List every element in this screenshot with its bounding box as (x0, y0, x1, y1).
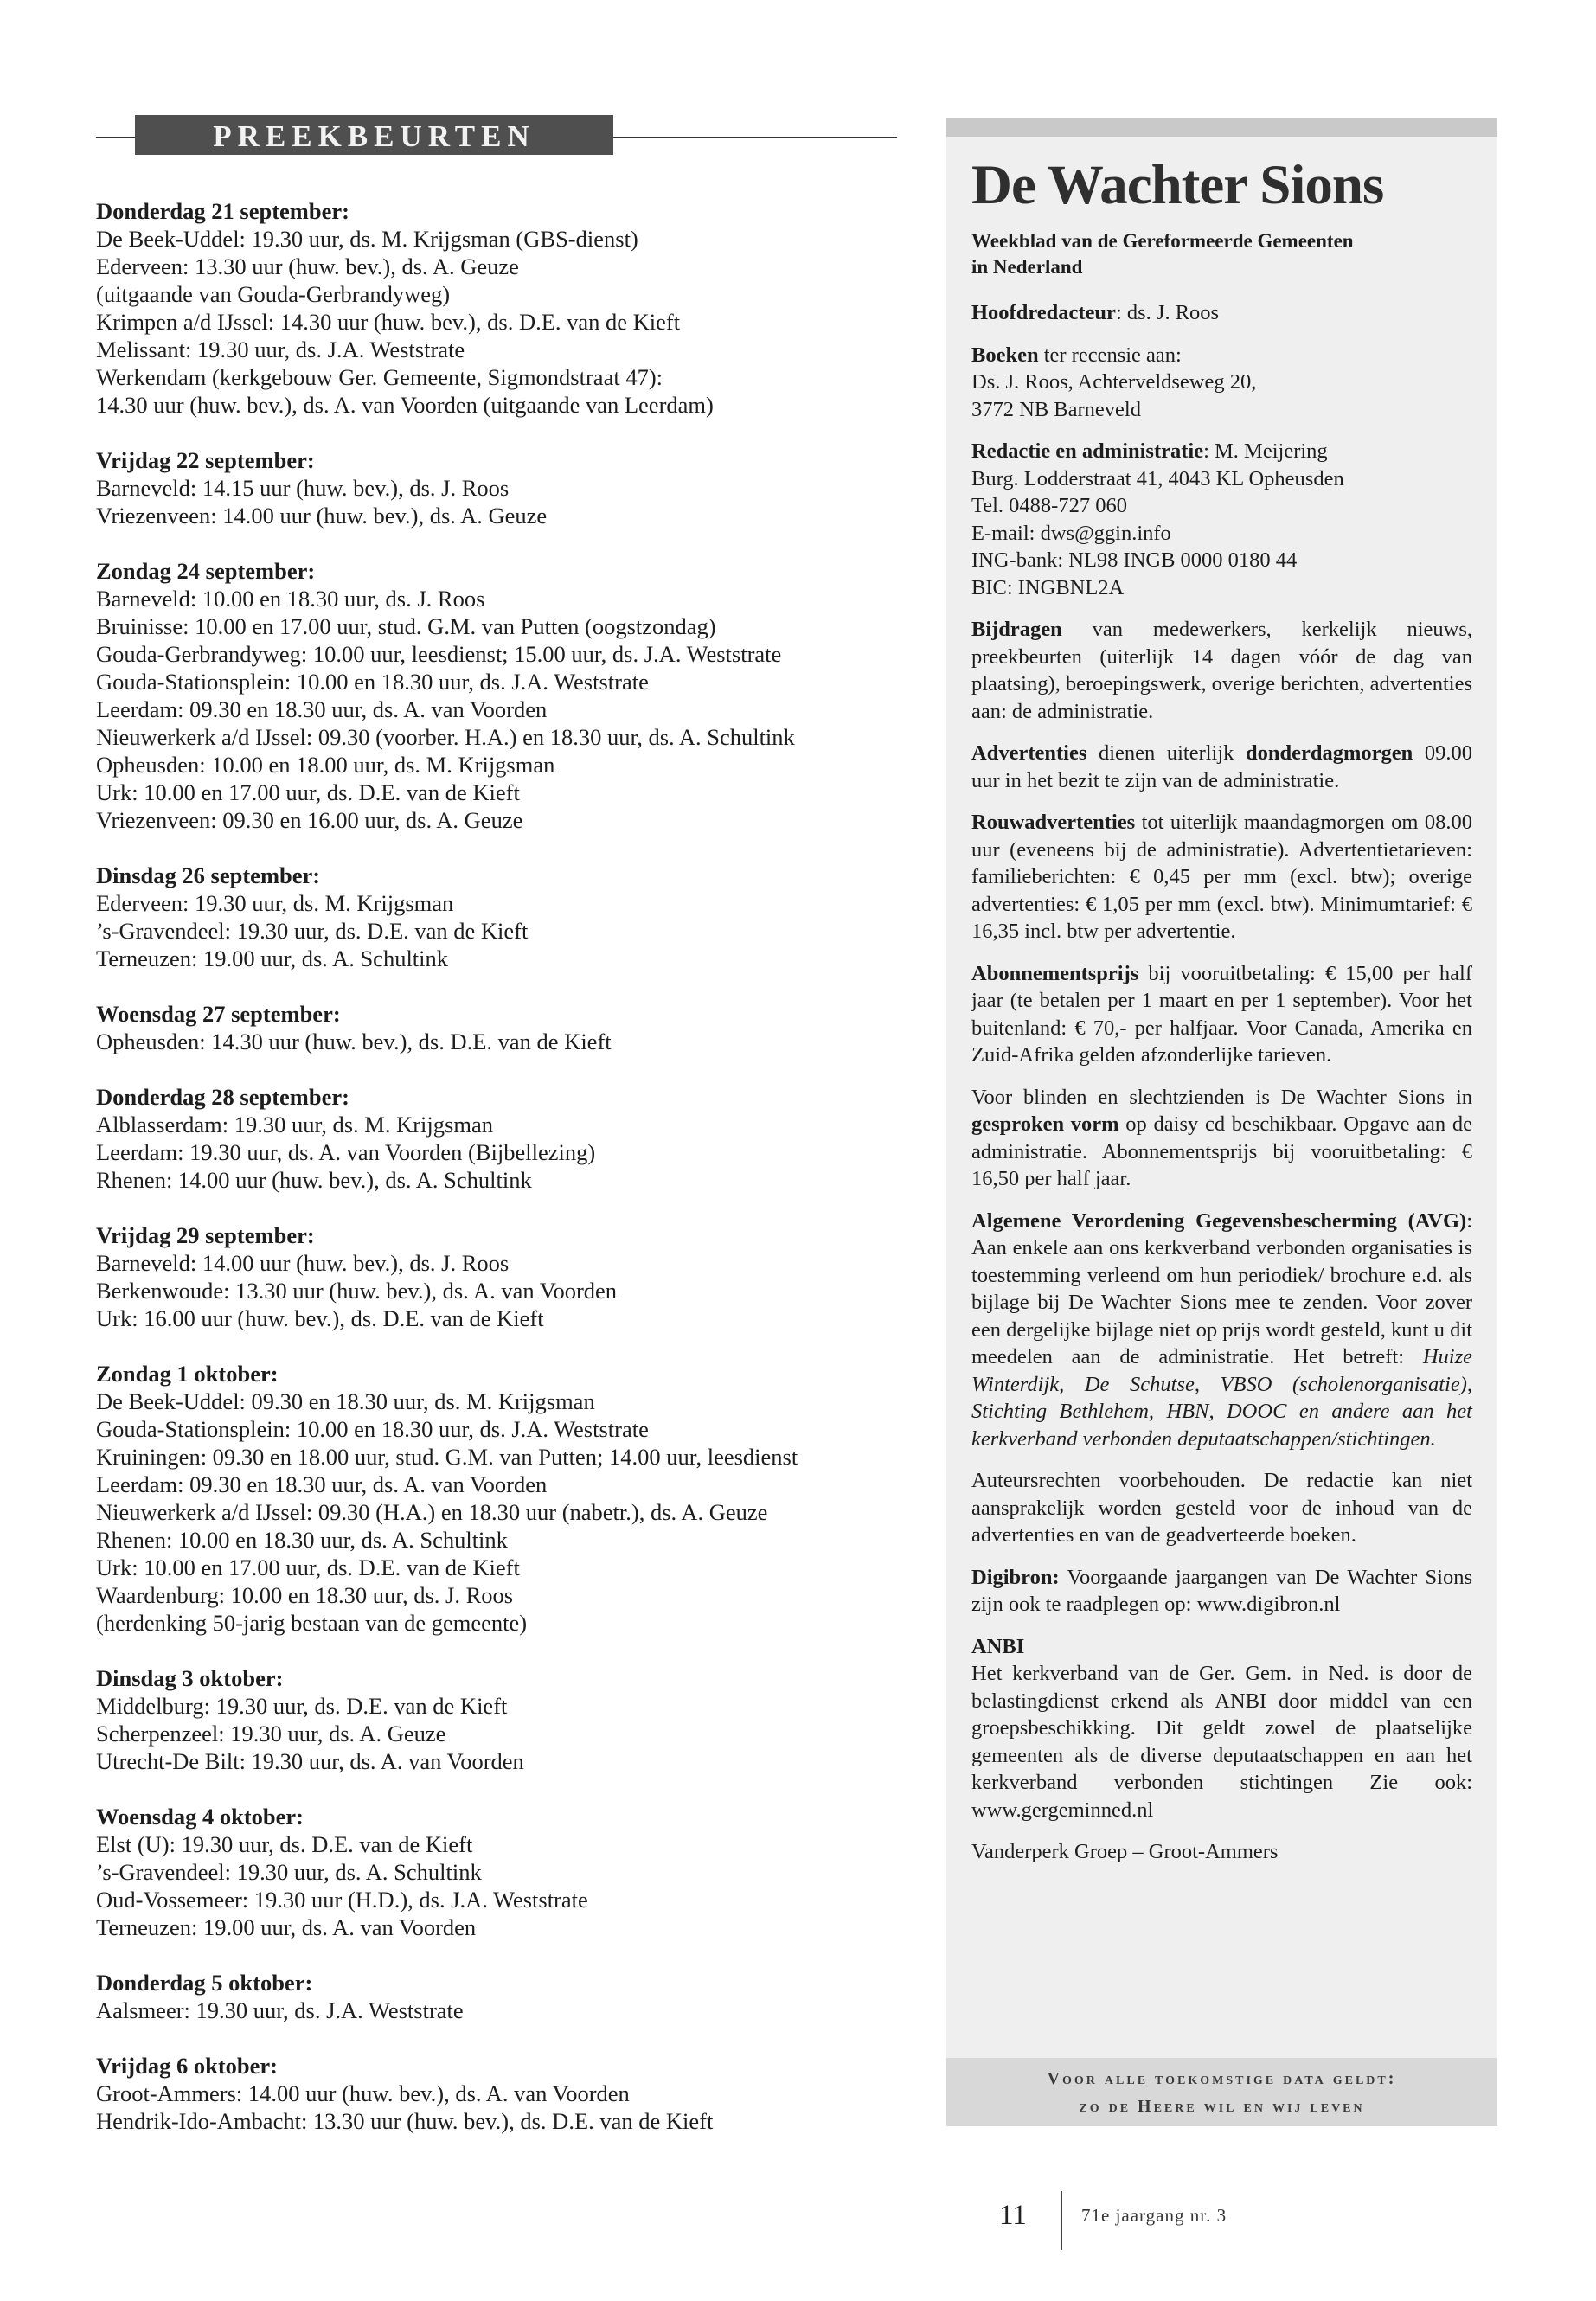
day-title: Dinsdag 3 oktober: (96, 1665, 284, 1691)
anbi-label (971, 1633, 1472, 1661)
header-rule-left (96, 137, 135, 138)
avg-organisations: Huize Winterdijk, De Schutse, VBSO (scholenorganisatie), Stichting Bethlehem, HBN, DOOC en andere aan het kerkverband verbonden deputaatschappen/stichtingen. (971, 1345, 1472, 1451)
contributions-paragraph (971, 616, 1472, 725)
service-line: Gouda-Stationsplein: 10.00 en 18.30 uur, ds. J.A. Weststrate (96, 669, 649, 695)
service-line: Scherpenzeel: 19.30 uur, ds. A. Geuze (96, 1721, 446, 1747)
service-line: Terneuzen: 19.00 uur, ds. A. Schultink (96, 945, 449, 971)
day-block (96, 557, 897, 834)
service-line: Berkenwoude: 13.30 uur (huw. bev.), ds. A. van Voorden (96, 1278, 618, 1304)
mourning-paragraph (971, 809, 1472, 945)
schedule-list (96, 197, 897, 2163)
service-line: Urk: 16.00 uur (huw. bev.), ds. D.E. van de Kieft (96, 1305, 544, 1331)
blind-bold: gesproken vorm (971, 1112, 1119, 1136)
service-line: Leerdam: 09.30 en 18.30 uur, ds. A. van Voorden (96, 696, 548, 722)
avg-paragraph (971, 1208, 1472, 1453)
day-block (96, 1803, 897, 1941)
service-line: Kruiningen: 09.30 en 18.00 uur, stud. G.M. van Putten; 14.00 uur, leesdienst (96, 1444, 798, 1470)
service-line: Middelburg: 19.30 uur, ds. D.E. van de Kieft (96, 1693, 508, 1719)
day-block (96, 446, 897, 529)
editor-value: : ds. J. Roos (1115, 301, 1220, 324)
service-line: Groot-Ammers: 14.00 uur (huw. bev.), ds. A. van Voorden (96, 2080, 630, 2106)
service-line: Opheusden: 10.00 en 18.00 uur, ds. M. Krijgsman (96, 752, 555, 778)
admin-phone: Tel. 0488-727 060 (971, 494, 1127, 517)
day-block (96, 1664, 897, 1775)
admin-bic: BIC: INGBNL2A (971, 575, 1125, 599)
editor-paragraph (971, 299, 1472, 327)
day-block (96, 1083, 897, 1194)
service-line: Urk: 10.00 en 17.00 uur, ds. D.E. van de Kieft (96, 779, 520, 805)
books-address-line: 3772 NB Barneveld (971, 397, 1141, 421)
ads-text-rest: 09.00 uur in het bezit te zijn van de administratie. (971, 741, 1473, 792)
service-line: Waardenburg: 10.00 en 18.30 uur, ds. J. Roos (96, 1582, 514, 1608)
magazine-subtitle (971, 228, 1472, 280)
subtitle-line: in Nederland (971, 256, 1083, 278)
day-block (96, 1360, 897, 1637)
service-line: Barneveld: 14.15 uur (huw. bev.), ds. J. Roos (96, 475, 510, 501)
service-line: Leerdam: 19.30 uur, ds. A. van Voorden (Bijbellezing) (96, 1139, 596, 1165)
editor-label: Hoofdredacteur (971, 301, 1116, 324)
digi-text: Voorgaande jaargangen van De Wachter Sions zijn ook te raadplegen op: www.digibron.nl (971, 1565, 1472, 1616)
service-line: Rhenen: 10.00 en 18.30 uur, ds. A. Schultink (96, 1527, 508, 1553)
books-address-line: Ds. J. Roos, Achterveldseweg 20, (971, 370, 1257, 394)
books-paragraph (971, 342, 1472, 424)
service-line: Opheusden: 14.30 uur (huw. bev.), ds. D.E. van de Kieft (96, 1029, 612, 1054)
admin-bank: ING-bank: NL98 INGB 0000 0180 44 (971, 548, 1298, 572)
service-line: Barneveld: 14.00 uur (huw. bev.), ds. J. Roos (96, 1250, 510, 1276)
blind-text-rest: op daisy cd beschikbaar. Opgave aan de administratie. Abonnementsprijs bij vooruitbetaling: € 16,50 per half jaar. (971, 1112, 1472, 1190)
anbi-paragraph: Het kerkverband van de Ger. Gem. in Ned. is door de belastingdienst erkend als ANBI door middel van een groepsbeschikking. Dit geldt zowel de plaatselijke gemeenten als de diverse deputaatschappen en aan het kerkverband verbonden stichtingen Zie ook: www.gergeminned.nl (971, 1662, 1472, 1822)
service-line: Alblasserdam: 19.30 uur, ds. M. Krijgsman (96, 1112, 493, 1138)
service-line: (herdenking 50-jarig bestaan van de gemeente) (96, 1610, 528, 1636)
mourn-text: tot uiterlijk maandagmorgen om 08.00 uur (eveneens bij de administratie). Advertentietarieven: familieberichten: € 0,45 per mm (excl. btw); overige advertenties: € 1,05 per mm (excl. btw). Minimumtarief: € 16,35 incl. btw per advertentie. (971, 811, 1472, 943)
section-title: PREEKBEURTEN (135, 115, 613, 155)
service-line: De Beek-Uddel: 09.30 en 18.30 uur, ds. M. Krijgsman (96, 1388, 595, 1414)
day-title: Woensdag 4 oktober: (96, 1804, 304, 1830)
page-footer (0, 2191, 1596, 2252)
service-line: ’s-Gravendeel: 19.30 uur, ds. D.E. van de Kieft (96, 918, 529, 944)
blind-text: Voor blinden en slechtzienden is De Wachter Sions in (971, 1085, 1472, 1109)
service-line: Vriezenveen: 09.30 en 16.00 uur, ds. A. Geuze (96, 807, 523, 833)
anbi-heading: ANBI (971, 1634, 1025, 1658)
digi-label: Digibron: (971, 1565, 1060, 1589)
page-number: 11 (999, 2200, 1027, 2231)
service-line: Leerdam: 09.30 en 18.30 uur, ds. A. van Voorden (96, 1471, 548, 1497)
books-value: ter recensie aan: (1038, 343, 1182, 367)
day-title: Vrijdag 6 oktober: (96, 2053, 279, 2079)
header-rule-right (613, 137, 897, 138)
mourn-label: Rouwadvertenties (971, 811, 1136, 834)
colophon-topbar (946, 118, 1497, 137)
service-line: Aalsmeer: 19.30 uur, ds. J.A. Weststrate (96, 1997, 464, 2023)
service-line: Gouda-Stationsplein: 10.00 en 18.30 uur, ds. J.A. Weststrate (96, 1416, 649, 1442)
day-title: Zondag 24 september: (96, 558, 316, 584)
day-block (96, 862, 897, 972)
day-title: Donderdag 5 oktober: (96, 1970, 313, 1996)
service-line: Utrecht-De Bilt: 19.30 uur, ds. A. van Voorden (96, 1748, 524, 1774)
admin-value: : M. Meijering (1203, 439, 1328, 463)
service-line: Werkendam (kerkgebouw Ger. Gemeente, Sigmondstraat 47): (96, 364, 663, 390)
service-line: Vriezenveen: 14.00 uur (huw. bev.), ds. A. Geuze (96, 503, 548, 529)
service-line: Oud-Vossemeer: 19.30 uur (H.D.), ds. J.A. Weststrate (96, 1887, 588, 1913)
day-block (96, 1969, 897, 2024)
ads-text: dienen uiterlijk (1086, 741, 1246, 765)
service-line: Barneveld: 10.00 en 18.30 uur, ds. J. Roos (96, 586, 485, 612)
service-line: Nieuwerkerk a/d IJssel: 09.30 (H.A.) en 18.30 uur (nabetr.), ds. A. Geuze (96, 1499, 768, 1525)
day-block (96, 1221, 897, 1332)
blind-paragraph (971, 1084, 1472, 1193)
service-line: Hendrik-Ido-Ambacht: 13.30 uur (huw. bev.), ds. D.E. van de Kieft (96, 2108, 714, 2134)
closing-line: Voor alle toekomstige data geldt: (1047, 2069, 1397, 2088)
colophon-info (971, 152, 1472, 1881)
service-line: Bruinisse: 10.00 en 17.00 uur, stud. G.M. van Putten (oogstzondag) (96, 613, 716, 639)
ads-label: Advertenties (971, 741, 1087, 765)
ads-deadline: donderdagmorgen (1246, 741, 1413, 765)
day-block (96, 1000, 897, 1055)
day-title: Dinsdag 26 september: (96, 862, 321, 888)
footer-divider (1061, 2191, 1062, 2250)
rights-paragraph: Auteursrechten voorbehouden. De redactie kan niet aansprakelijk worden gesteld voor de inhoud van de advertenties en van de geadverteerde boeken. (971, 1469, 1472, 1547)
avg-text: : Aan enkele aan ons kerkverband verbonden organisaties is toestemming verleend om hun periodiek/ brochure e.d. als bijlage bij De Wachter Sions mee te zenden. Voor zover een dergelijke bijlage niet op prijs wordt gesteld, kunt u dit meedelen aan de administratie. Het betreft: (971, 1208, 1472, 1368)
admin-address: Burg. Lodderstraat 41, 4043 KL Opheusden (971, 466, 1344, 490)
books-label: Boeken (971, 343, 1039, 367)
service-line: Nieuwerkerk a/d IJssel: 09.30 (voorber. H.A.) en 18.30 uur, ds. A. Schultink (96, 724, 795, 750)
volume-info: 71e jaargang nr. 3 (1081, 2205, 1227, 2226)
service-line: 14.30 uur (huw. bev.), ds. A. van Voorden (uitgaande van Leerdam) (96, 392, 714, 418)
avg-label: Algemene Verordening Gegevensbescherming (AVG) (971, 1208, 1467, 1233)
service-line: Elst (U): 19.30 uur, ds. D.E. van de Kieft (96, 1831, 473, 1857)
service-line: Melissant: 19.30 uur, ds. J.A. Weststrate (96, 336, 465, 362)
service-line: Gouda-Gerbrandyweg: 10.00 uur, leesdienst; 15.00 uur, ds. J.A. Weststrate (96, 641, 782, 667)
service-line: Terneuzen: 19.00 uur, ds. A. van Voorden (96, 1914, 477, 1940)
service-line: Rhenen: 14.00 uur (huw. bev.), ds. A. Schultink (96, 1167, 532, 1193)
day-title: Woensdag 27 september: (96, 1001, 341, 1027)
sub-text: bij vooruitbetaling: € 15,00 per half jaar (te betalen per 1 maart en per 1 september). Voor het buitenland: € 70,- per halfjaar. Voor Canada, Amerika en Zuid-Afrika gelden afzonderlijke tarieven. (971, 961, 1472, 1067)
printer: Vanderperk Groep – Groot-Ammers (971, 1840, 1279, 1863)
admin-label: Redactie en administratie (971, 439, 1204, 463)
subtitle-line: Weekblad van de Gereformeerde Gemeenten (971, 230, 1354, 252)
day-title: Vrijdag 29 september: (96, 1222, 315, 1248)
service-line: Krimpen a/d IJssel: 14.30 uur (huw. bev.), ds. D.E. van de Kieft (96, 309, 681, 335)
magazine-title: De Wachter Sions (971, 154, 1384, 216)
service-line: De Beek-Uddel: 19.30 uur, ds. M. Krijgsman (GBS-dienst) (96, 226, 638, 252)
closing-box (946, 2058, 1497, 2126)
service-line: ’s-Gravendeel: 19.30 uur, ds. A. Schultink (96, 1859, 482, 1885)
day-block (96, 197, 897, 419)
admin-email: E-mail: dws@ggin.info (971, 521, 1171, 545)
colophon-box (946, 118, 1497, 2126)
ads-paragraph (971, 740, 1472, 794)
digibron-paragraph (971, 1564, 1472, 1618)
contrib-label: Bijdragen (971, 618, 1062, 641)
day-title: Vrijdag 22 september: (96, 447, 315, 473)
closing-line: zo de Heere wil en wij leven (1079, 2097, 1365, 2116)
day-title: Zondag 1 oktober: (96, 1361, 279, 1387)
subscription-paragraph (971, 960, 1472, 1069)
admin-paragraph (971, 438, 1472, 601)
day-title: Donderdag 21 september: (96, 198, 349, 224)
contrib-text: van medewerkers, kerkelijk nieuws, preekbeurten (uiterlijk 14 dagen vóór de dag van plaatsing), beroepingswerk, overige berichten, advertenties aan: de administratie. (971, 618, 1472, 723)
service-line: Ederveen: 19.30 uur, ds. M. Krijgsman (96, 890, 454, 916)
service-line: Ederveen: 13.30 uur (huw. bev.), ds. A. Geuze (96, 253, 519, 279)
day-block (96, 2052, 897, 2135)
sub-label: Abonnementsprijs (971, 961, 1139, 985)
service-line: Urk: 10.00 en 17.00 uur, ds. D.E. van de Kieft (96, 1554, 520, 1580)
service-line: (uitgaande van Gouda-Gerbrandyweg) (96, 281, 451, 307)
day-title: Donderdag 28 september: (96, 1084, 349, 1110)
